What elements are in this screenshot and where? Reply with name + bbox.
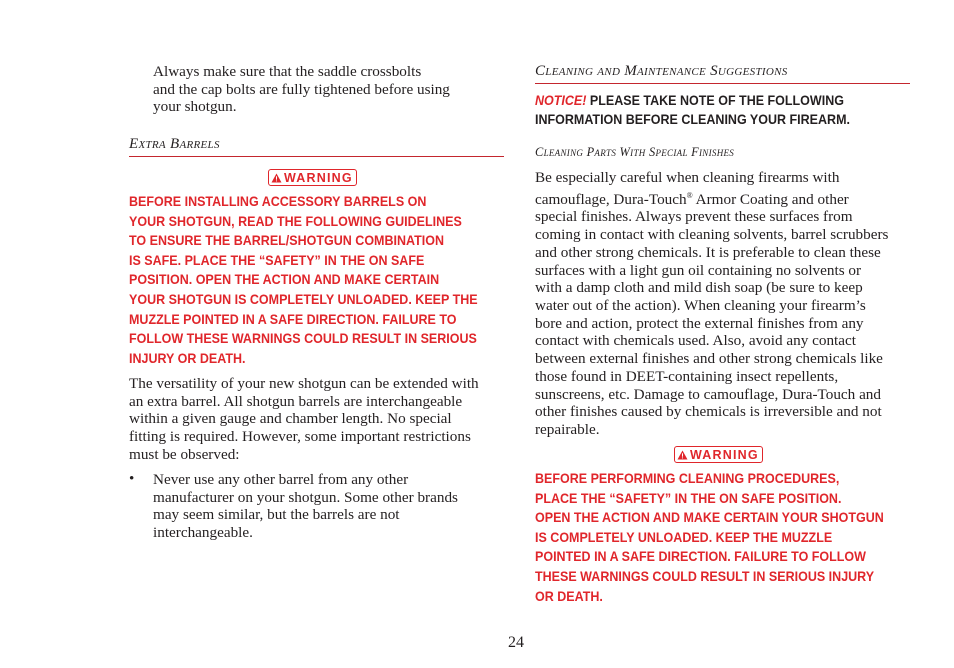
cleaning-line-1: Be especially careful when cleaning firearms with bbox=[535, 169, 840, 186]
cleaning-warning-badge bbox=[674, 446, 763, 463]
intro-paragraph: Always make sure that the saddle crossbolts and the cap bolts are fully tightened before using your shotgun. bbox=[153, 63, 450, 116]
barrel-warning-text: BEFORE INSTALLING ACCESSORY BARRELS ON YOUR SHOTGUN, READ THE FOLLOWING GUIDELINES TO ENSURE THE BARREL/SHOTGUN COMBINATION IS SAFE. PLACE THE “SAFETY” IN THE ON SAFE POSITION. OPEN THE ACTION AND MAKE CERTAIN YOUR SHOTGUN IS COMPLETELY UNLOADED. KEEP THE MUZZLE POINTED IN A SAFE DIRECTION. FAILURE TO FOLLOW THESE WARNINGS COULD RESULT IN SERIOUS INJURY OR DEATH. bbox=[129, 194, 478, 366]
special-finishes-subheading: Cleaning Parts With Special Finishes bbox=[535, 145, 735, 159]
bullet-marker: • bbox=[129, 470, 135, 487]
notice-text: PLEASE TAKE NOTE OF THE FOLLOWING INFORMATION BEFORE CLEANING YOUR FIREARM. bbox=[535, 93, 850, 127]
warning-triangle-icon bbox=[271, 173, 282, 183]
registered-mark: ® bbox=[686, 190, 693, 200]
warning-triangle-icon bbox=[677, 450, 688, 460]
warning-label: WARNING bbox=[284, 170, 353, 185]
notice-label: NOTICE! bbox=[535, 93, 587, 108]
notice-block bbox=[535, 91, 908, 129]
bullet-item-barrels: Never use any other barrel from any other manufacturer on your shotgun. Some other brands may seem similar, but the barrels are not interchangeable. bbox=[153, 471, 458, 542]
cleaning-warning-label: WARNING bbox=[690, 447, 759, 462]
cleaning-body-rest: special finishes. Always prevent these surfaces from coming in contact with cleaning solvents, barrel scrubbers and other strong chemicals. It is preferable to clean these surfaces with a light gun oil containing no solvents or with a damp cloth and mild dish soap (be sure to keep water out of the action). When cleaning your firearm’s bore and action, protect the external finishes from any contact with chemicals used. Also, avoid any contact between external finishes and other strong chemicals like those found in DEET-containing insect repellents, sunscreens, etc. Damage to camouflage, Dura-Touch and other finishes caused by chemicals is irreversible and not repairable. bbox=[535, 208, 889, 438]
extra-barrels-heading: Extra Barrels bbox=[129, 136, 504, 157]
cleaning-heading: Cleaning and Maintenance Suggestions bbox=[535, 63, 910, 84]
cleaning-warning-text: BEFORE PERFORMING CLEANING PROCEDURES, PLACE THE “SAFETY” IN THE ON SAFE POSITION. OPEN THE ACTION AND MAKE CERTAIN YOUR SHOTGUN IS COMPLETELY UNLOADED. KEEP THE MUZZLE POINTED IN A SAFE DIRECTION. FAILURE TO FOLLOW THESE WARNINGS COULD RESULT IN SERIOUS INJURY OR DEATH. bbox=[535, 471, 884, 604]
warning-badge bbox=[268, 169, 357, 186]
cleaning-line-2b: Armor Coating and other bbox=[692, 190, 849, 208]
cleaning-line-2a: camouflage, Dura-Touch bbox=[535, 190, 687, 208]
cleaning-paragraph bbox=[535, 169, 915, 439]
versatility-paragraph: The versatility of your new shotgun can be extended with an extra barrel. All shotgun barrels are interchangeable within a given gauge and chamber length. No special fitting is required. However, some important restrictions must be observed: bbox=[129, 375, 479, 463]
page-number: 24 bbox=[508, 634, 524, 651]
